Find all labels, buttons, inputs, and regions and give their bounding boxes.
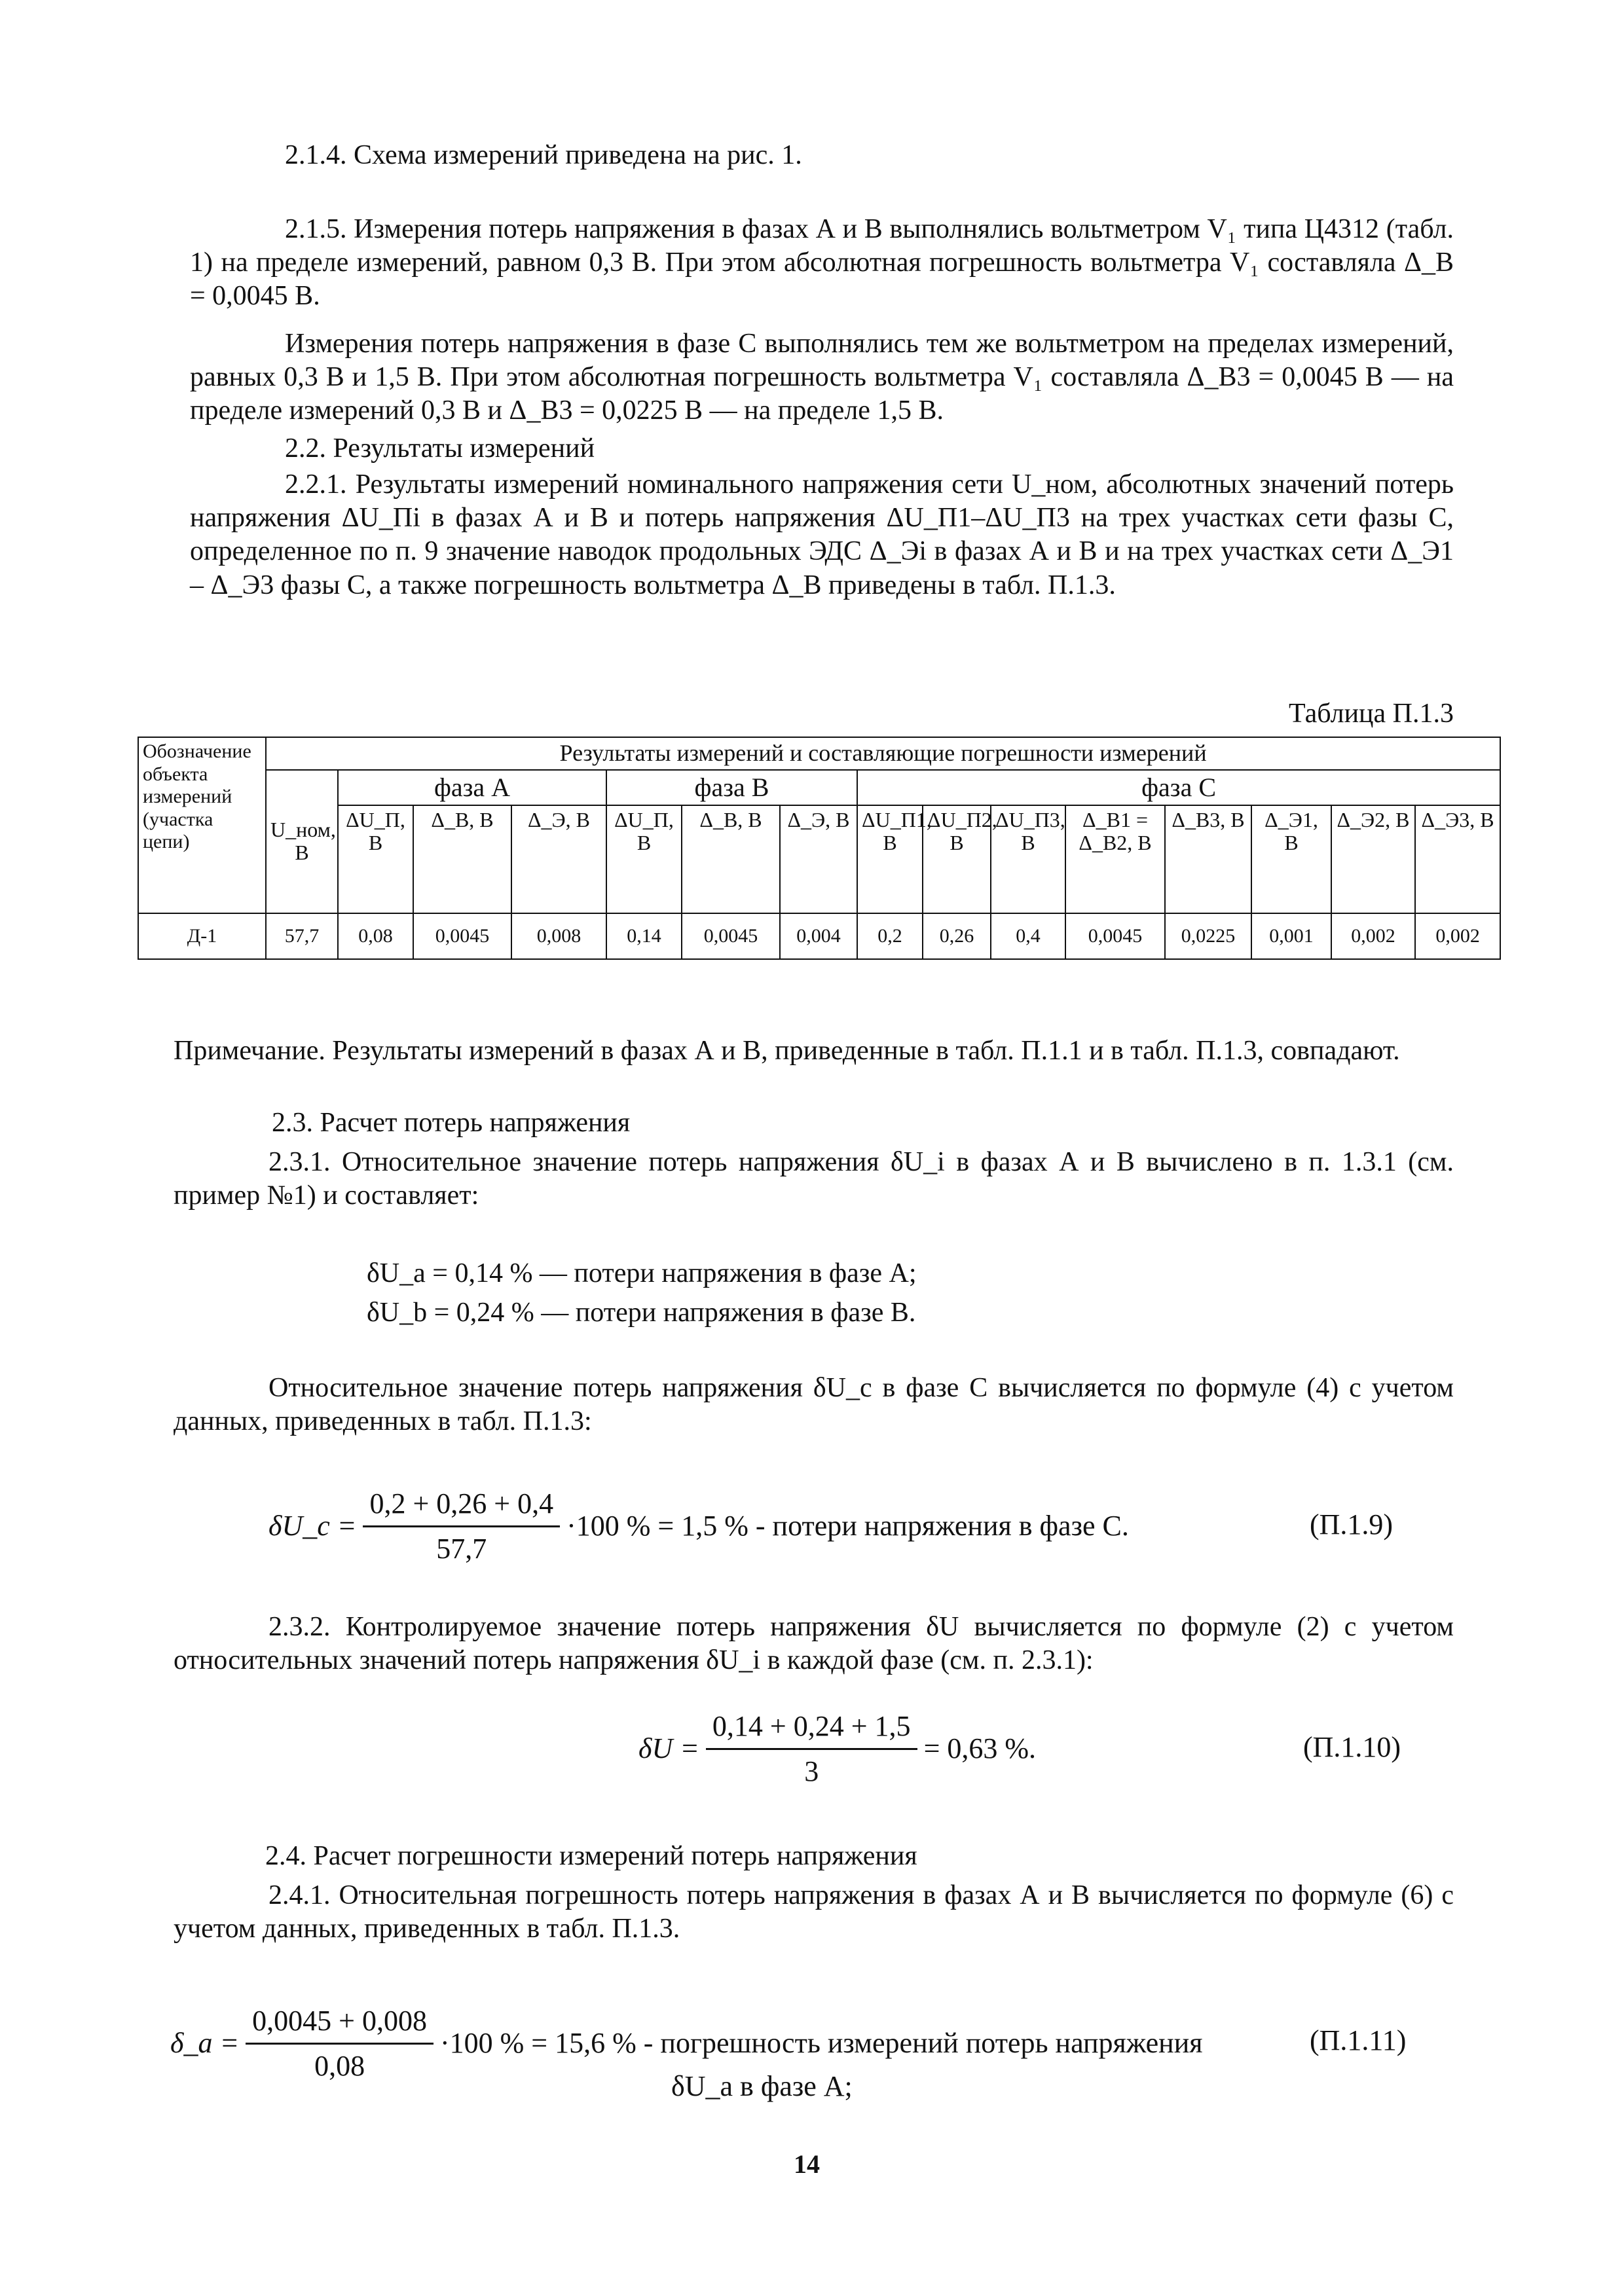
table-cell: 0,002	[1331, 913, 1415, 959]
header-phase-c: фаза С	[857, 770, 1500, 805]
table-cell: 0,004	[780, 913, 857, 959]
table-cell: 0,26	[923, 913, 991, 959]
header-col: Δ_Э, В	[511, 805, 606, 913]
formula-denominator: 57,7	[436, 1532, 487, 1565]
header-col: ΔU_П2, В	[923, 805, 991, 913]
table-cell: 0,4	[991, 913, 1065, 959]
header-col: Δ_В3, В	[1165, 805, 1251, 913]
table-cell: 0,0045	[682, 913, 780, 959]
header-col: Δ_Э1, В	[1251, 805, 1331, 913]
heading-2-4: 2.4. Расчет погрешности измерений потерь напряжения	[265, 1841, 917, 1871]
page-number: 14	[794, 2149, 820, 2179]
formula-denominator: 3	[804, 1755, 819, 1787]
formula-numerator: 0,14 + 0,24 + 1,5	[706, 1709, 917, 1750]
paragraph-2-3-1: 2.3.1. Относительное значение потерь напряжения δU_i в фазах А и В вычислено в п. 1.3.1 (см. пример №1) и составляет:	[174, 1147, 1454, 1211]
result-ub: δU_b = 0,24 % — потери напряжения в фазе В.	[367, 1298, 916, 1328]
header-col: ΔU_П, В	[338, 805, 413, 913]
header-phase-b: фаза В	[606, 770, 857, 805]
paragraph-2-2-1: 2.2.1. Результаты измерений номинального напряжения сети U_ном, абсолютных значений потерь напряжения ΔU_Пi в фазах А и В и потерь напряжения ΔU_П1–ΔU_П3 на трех участках сети фазы С, определенное по п. 9 значение наводок продольных ЭДС Δ_Эi в фазах А и В и на трех участках сети Δ_Э1 – Δ_Э3 фазы С, а также погрешность вольтметра Δ_В приведены в табл. П.1.3.	[190, 469, 1454, 600]
table-cell: 0,0045	[413, 913, 511, 959]
table-cell: 0,002	[1415, 913, 1500, 959]
formula-fraction	[246, 2003, 434, 2083]
heading-2-2: 2.2. Результаты измерений	[285, 433, 595, 464]
formula-lhs: δU_c =	[268, 1510, 357, 1542]
header-col: Δ_Э2, В	[1331, 805, 1415, 913]
formula-p-1-9	[268, 1486, 1129, 1566]
table-caption: Таблица П.1.3	[1289, 699, 1454, 729]
table-cell: 0,0045	[1065, 913, 1165, 959]
header-col: Δ_Э3, В	[1415, 805, 1500, 913]
header-col: Δ_В, В	[413, 805, 511, 913]
paragraph-2-1-5-phase-c: Измерения потерь напряжения в фазе С выполнялись тем же вольтметром на пределах измерений, равных 0,3 В и 1,5 В. При этом абсолютная погрешность вольтметра V₁ составляла Δ_В3 = 0,0045 В — на пределе измерений 0,3 В и Δ_В3 = 0,0225 В — на пределе 1,5 В.	[190, 329, 1454, 426]
equation-number: (П.1.11)	[1310, 2024, 1407, 2056]
table-row	[138, 913, 1500, 959]
formula-rhs: ·100 % = 1,5 % - потери напряжения в фазе С.	[566, 1510, 1129, 1542]
table-note: Примечание. Результаты измерений в фазах А и В, приведенные в табл. П.1.1 и в табл. П.1.3, совпадают.	[174, 1036, 1400, 1066]
table-cell: 0,0225	[1165, 913, 1251, 959]
paragraph-2-3-2: 2.3.2. Контролируемое значение потерь напряжения δU вычисляется по формуле (2) с учетом относительных значений потерь напряжения δU_i в каждой фазе (см. п. 2.3.1):	[174, 1612, 1454, 1676]
header-col: ΔU_П3, В	[991, 805, 1065, 913]
paragraph-2-4-1: 2.4.1. Относительная погрешность потерь напряжения в фазах А и В вычисляется по формуле (6) с учетом данных, приведенных в табл. П.1.3.	[174, 1880, 1454, 1944]
formula-numerator: 0,0045 + 0,008	[246, 2003, 434, 2045]
result-ua: δU_a = 0,14 % — потери напряжения в фазе А;	[367, 1258, 917, 1288]
header-main: Результаты измерений и составляющие погрешности измерений	[266, 737, 1500, 770]
formula-continuation: δU_a в фазе А;	[671, 2070, 853, 2102]
header-col: Δ_В, В	[682, 805, 780, 913]
formula-lhs: δU =	[638, 1732, 699, 1765]
header-col: Δ_В1 = Δ_В2, В	[1065, 805, 1165, 913]
header-unom: U_ном, В	[266, 770, 338, 913]
heading-2-3: 2.3. Расчет потерь напряжения	[272, 1108, 631, 1138]
table-cell: 0,2	[857, 913, 923, 959]
measurement-table	[138, 737, 1501, 960]
header-col: ΔU_П1, В	[857, 805, 923, 913]
formula-rhs: ·100 % = 15,6 % - погрешность измерений потерь напряжения	[439, 2027, 1203, 2060]
table-cell: 0,001	[1251, 913, 1331, 959]
formula-lhs: δ_a =	[170, 2027, 240, 2060]
paragraph-phase-c-formula: Относительное значение потерь напряжения δU_c в фазе С вычисляется по формуле (4) с учетом данных, приведенных в табл. П.1.3:	[174, 1373, 1454, 1437]
formula-fraction	[363, 1486, 560, 1566]
header-col: ΔU_П, В	[606, 805, 682, 913]
header-col: Δ_Э, В	[780, 805, 857, 913]
formula-denominator: 0,08	[314, 2049, 365, 2082]
formula-p-1-10	[638, 1709, 1036, 1789]
header-object: Обозначение объекта измерений (участка цепи)	[138, 737, 266, 913]
equation-number: (П.1.10)	[1303, 1731, 1401, 1763]
paragraph-2-1-5: 2.1.5. Измерения потерь напряжения в фазах А и В выполнялись вольтметром V₁ типа Ц4312 (табл. 1) на пределе измерений, равном 0,3 В. При этом абсолютная погрешность вольтметра V₁ составляла Δ_В = 0,0045 В.	[190, 214, 1454, 312]
header-phase-a: фаза А	[338, 770, 606, 805]
formula-numerator: 0,2 + 0,26 + 0,4	[363, 1486, 560, 1527]
table-cell: 0,14	[606, 913, 682, 959]
formula-fraction	[706, 1709, 917, 1789]
cell-object: Д-1	[138, 913, 266, 959]
table-cell: 0,008	[511, 913, 606, 959]
paragraph-2-1-4: 2.1.4. Схема измерений приведена на рис. 1.	[285, 140, 802, 170]
formula-rhs: = 0,63 %.	[923, 1732, 1037, 1765]
table-cell: 57,7	[266, 913, 338, 959]
equation-number: (П.1.9)	[1310, 1508, 1393, 1540]
table-cell: 0,08	[338, 913, 413, 959]
